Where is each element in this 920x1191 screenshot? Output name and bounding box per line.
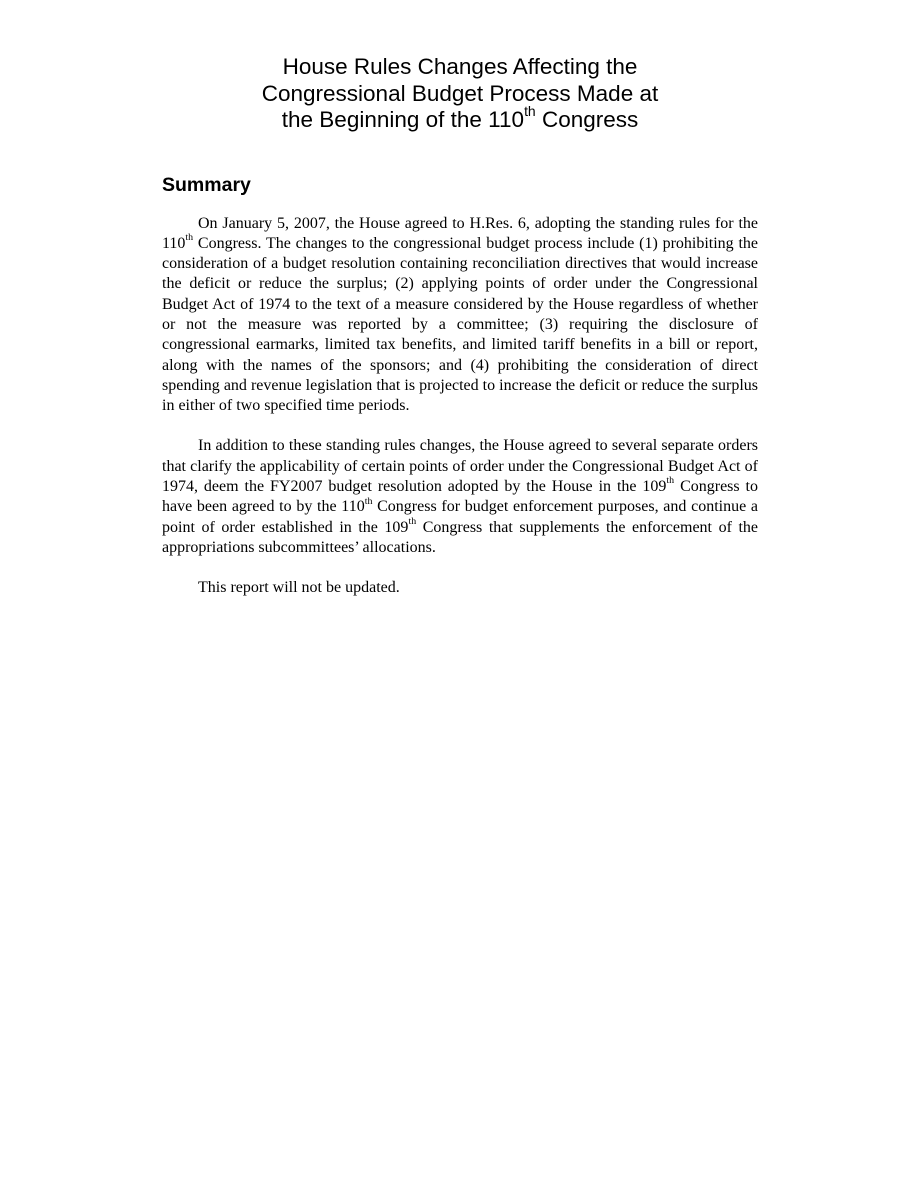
summary-heading: Summary [162, 173, 251, 196]
paragraph-2-text-b: Congress to have been agreed to by the 110 [162, 478, 758, 516]
paragraph-2-text-a: In addition to these standing rules changes, the House agreed to several separate orders that clarify the applicability of certain points of order under the Congressional Budget Act of 1974, deem the FY2007 budget resolution adopted by the House in the 109 [162, 437, 758, 496]
paragraph-2-text-c: Congress for budget enforcement purposes, and continue a point of order established in the 109 [162, 498, 758, 536]
title-line-2: Congressional Budget Process Made at [261, 80, 659, 106]
title-line-3-end: Congress [535, 107, 639, 132]
paragraph-2-ordinal-suffix-3: th [408, 515, 417, 527]
summary-paragraph-1 [162, 214, 758, 417]
summary-paragraph-3: This report will not be updated. [198, 579, 400, 597]
title-line-3 [162, 103, 758, 134]
paragraph-2-text-d: Congress that supplements the enforcement of the appropriations subcommittees’ allocations. [162, 518, 758, 556]
title-line-1: House Rules Changes Affecting the [282, 54, 638, 79]
paragraph-2-ordinal-suffix-1: th [666, 475, 675, 487]
document-page [162, 54, 758, 599]
paragraph-2-ordinal-suffix-2: th [364, 495, 373, 507]
paragraph-1-text-b: Congress. The changes to the congressional budget process include (1) prohibiting the consideration of a budget resolution containing reconciliation directives that would increase the deficit or reduce the surplus; (2) applying points of order under the Congressional Budget Act of 1974 to the text of a measure considered by the House regardless of whether or not the measure was reported by a committee; (3) requiring the disclosure of congressional earmarks, limited tax benefits, and limited tariff benefits in a bill or report, along with the names of the sponsors; and (4) prohibiting the consideration of direct spending and revenue legislation that is projected to increase the deficit or reduce the surplus in either of two specified time periods. [162, 234, 758, 415]
title-line-3-text: the Beginning of the 110 [281, 107, 525, 132]
paragraph-1-text-a: On January 5, 2007, the House agreed to H.Res. 6, adopting the standing rules for the 110 [162, 214, 758, 252]
report-title [162, 54, 758, 134]
summary-paragraph-2 [162, 436, 758, 558]
title-ordinal-suffix: th [524, 103, 536, 120]
paragraph-1-ordinal-suffix: th [185, 231, 194, 243]
